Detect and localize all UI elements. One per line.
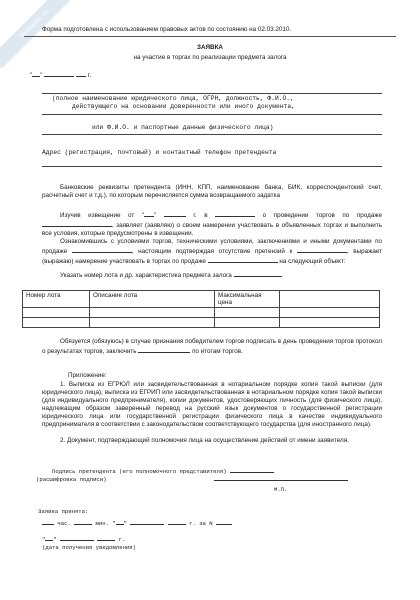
notice-text-a: Изучив извещение от " bbox=[60, 212, 145, 219]
conditions-object-blank[interactable] bbox=[72, 246, 132, 253]
accepted-number-label: за N bbox=[199, 520, 213, 527]
applicant-id-field[interactable] bbox=[42, 134, 382, 135]
accepted-quote-close: " bbox=[123, 520, 128, 527]
accepted-year-blank[interactable] bbox=[168, 518, 186, 525]
notice-source-blank[interactable] bbox=[215, 210, 255, 217]
accepted-quote-open: " bbox=[112, 520, 116, 527]
notice-text-c: г. в bbox=[193, 212, 208, 219]
obligation-text-a: Обязуется (обязуюсь) в случае признания победителем торгов подписать в день проведения торгов протокол о результатах торгов, заключить bbox=[42, 338, 382, 355]
notice-text-d: о проведении торгов по продаже bbox=[262, 212, 382, 219]
notice-month-blank[interactable] bbox=[164, 210, 186, 217]
attachment-2: 2. Документ, подтверждающий полномочия лица на осуществление действий от имени заявителя. bbox=[60, 437, 349, 444]
address-field[interactable] bbox=[42, 166, 382, 167]
applicant-name-field[interactable] bbox=[42, 93, 382, 94]
col-header-max-price: Максимальная цена bbox=[215, 291, 280, 308]
legal-entity-caption-2: действующего на основании доверенности или иного документа, bbox=[72, 103, 295, 110]
conditions-text-b: , настоящим подтверждая отсутствие претензий к bbox=[131, 248, 293, 255]
accepted-hours-blank[interactable] bbox=[42, 518, 54, 525]
col-header-lot-number: Номер лота bbox=[23, 291, 90, 308]
table-cell[interactable] bbox=[280, 308, 380, 318]
bank-details-text: Банковские реквизиты претендента (ИНН, КПП, наименование банка, БИК, корреспондентский счет, расчетный счет и т.д.), по которым перечисляется сумма возвращаемого задатка bbox=[42, 184, 382, 199]
individual-caption: или Ф.И.О. и паспортные данные физического лица) bbox=[92, 124, 274, 131]
table-cell[interactable] bbox=[90, 308, 215, 318]
notify-year-label: г. bbox=[118, 536, 126, 543]
conditions-party-blank[interactable] bbox=[297, 246, 347, 253]
table-cell[interactable] bbox=[215, 318, 280, 328]
notify-date-caption: (дата получения уведомления) bbox=[42, 544, 136, 551]
header-rule bbox=[24, 36, 396, 37]
document-subtitle: на участие в торгах по реализации предмета залога bbox=[133, 54, 287, 61]
table-cell[interactable] bbox=[23, 308, 90, 318]
document-title: ЗАЯВКА bbox=[197, 44, 223, 51]
notify-year-blank[interactable] bbox=[97, 534, 115, 541]
lot-instruction-text: Указать номер лота и др. характеристика предмета залога bbox=[60, 272, 232, 279]
accepted-min-blank[interactable] bbox=[74, 518, 92, 525]
notice-day-blank[interactable] bbox=[144, 210, 157, 219]
col-header-extra bbox=[280, 291, 380, 308]
attachment-1: 1. Выписка из ЕГРЮЛ или засвидетельствованная в нотариальном порядке копия такой выписки (для юридического лица), выписка из ЕГРИП или засвидетельствованная в нотариальном порядке копия такой выписки (для индивидуального предпринимателя), копии документов, удостоверяющих личность (для физического лица), надлежащим образом заверенный перевод на русский язык документов о государственной регистрации юридического лица или государственной регистрации физического лица в качестве индивидуального предпринимателя в соответствии с законодательством соответствующего государства (для иностранного лица). bbox=[42, 381, 382, 428]
date-month-blank[interactable] bbox=[44, 70, 74, 77]
date-line bbox=[30, 70, 91, 80]
table-cell[interactable] bbox=[215, 308, 280, 318]
date-year-suffix: г. bbox=[87, 72, 92, 79]
accepted-day-blank[interactable] bbox=[116, 518, 124, 525]
conditions-text-d: на следующий объект: bbox=[279, 258, 346, 265]
signature-decoding-blank[interactable] bbox=[214, 474, 348, 481]
table-cell[interactable] bbox=[280, 318, 380, 328]
lots-table bbox=[22, 290, 380, 328]
accepted-number-blank[interactable] bbox=[216, 518, 232, 525]
attachments-title: Приложение: bbox=[68, 372, 107, 379]
accepted-time-line bbox=[42, 518, 232, 527]
signature-caption: Подпись претендента (его полномочного представителя) bbox=[52, 468, 227, 475]
conditions-text-c: , выражает (выражаю) намерение участвовать в торгах по продаже bbox=[42, 248, 383, 265]
obligation-text-b: по итогам торгов. bbox=[192, 348, 243, 355]
notice-paragraph bbox=[42, 210, 382, 238]
applicant-details-field[interactable] bbox=[42, 114, 382, 115]
accepted-month-blank[interactable] bbox=[130, 518, 164, 525]
obligation-paragraph bbox=[42, 338, 382, 356]
accepted-title: Заявка принята: bbox=[38, 508, 89, 515]
form-note: Форма подготовлена с использованием правовых актов по состоянию на 02.03.2010. bbox=[42, 26, 292, 33]
legal-entity-caption-1: (полное наименование юридического лица, ОГРН, должность, Ф.И.О., bbox=[52, 95, 294, 102]
date-close-quote: " bbox=[40, 72, 43, 79]
notice-text-e: , заявляет (заявляю) о своем намерении участвовать в объявленных торгах и выполнить все условия, которые предусмотрены в извещении. bbox=[42, 222, 382, 237]
notify-month-blank[interactable] bbox=[60, 534, 94, 541]
notice-text-b: " bbox=[154, 212, 157, 219]
accepted-min-label: мин. bbox=[95, 520, 109, 527]
notify-quote-close: " bbox=[53, 536, 57, 543]
obligation-contract-blank[interactable] bbox=[138, 346, 190, 353]
col-header-lot-description: Описание лота bbox=[90, 291, 215, 308]
conditions-sale-blank[interactable] bbox=[208, 256, 278, 263]
conditions-paragraph bbox=[42, 238, 382, 266]
seal-placeholder: М.П. bbox=[274, 486, 288, 493]
watermark-ribbon: NoNaMe.ru bbox=[0, 0, 80, 69]
accepted-year-label: г. bbox=[189, 520, 196, 527]
accepted-date-line bbox=[42, 534, 126, 543]
date-year-blank[interactable] bbox=[76, 70, 86, 77]
signature-blank[interactable] bbox=[230, 466, 274, 473]
lot-characteristics-blank[interactable] bbox=[234, 270, 282, 277]
table-cell[interactable] bbox=[90, 318, 215, 328]
notice-object-blank[interactable] bbox=[42, 220, 112, 227]
signature-line-2 bbox=[36, 474, 348, 483]
lots-table-header bbox=[23, 291, 380, 308]
accepted-hours-label: час. bbox=[57, 520, 71, 527]
table-row bbox=[23, 318, 380, 328]
notify-quote-open: " bbox=[42, 536, 46, 543]
table-row bbox=[23, 308, 380, 318]
address-caption: Адрес (регистрация, почтовый) и контактный телефон претендента bbox=[42, 149, 277, 156]
conditions-text-a: Ознакомившись с условиями торгов, техническими условиями, заключениями и иными документами по продаже bbox=[42, 238, 382, 255]
table-cell[interactable] bbox=[23, 318, 90, 328]
date-open-quote: " bbox=[30, 72, 33, 79]
signature-decoding-caption: (расшифровка подписи) bbox=[36, 476, 107, 483]
lot-instruction bbox=[60, 270, 282, 280]
